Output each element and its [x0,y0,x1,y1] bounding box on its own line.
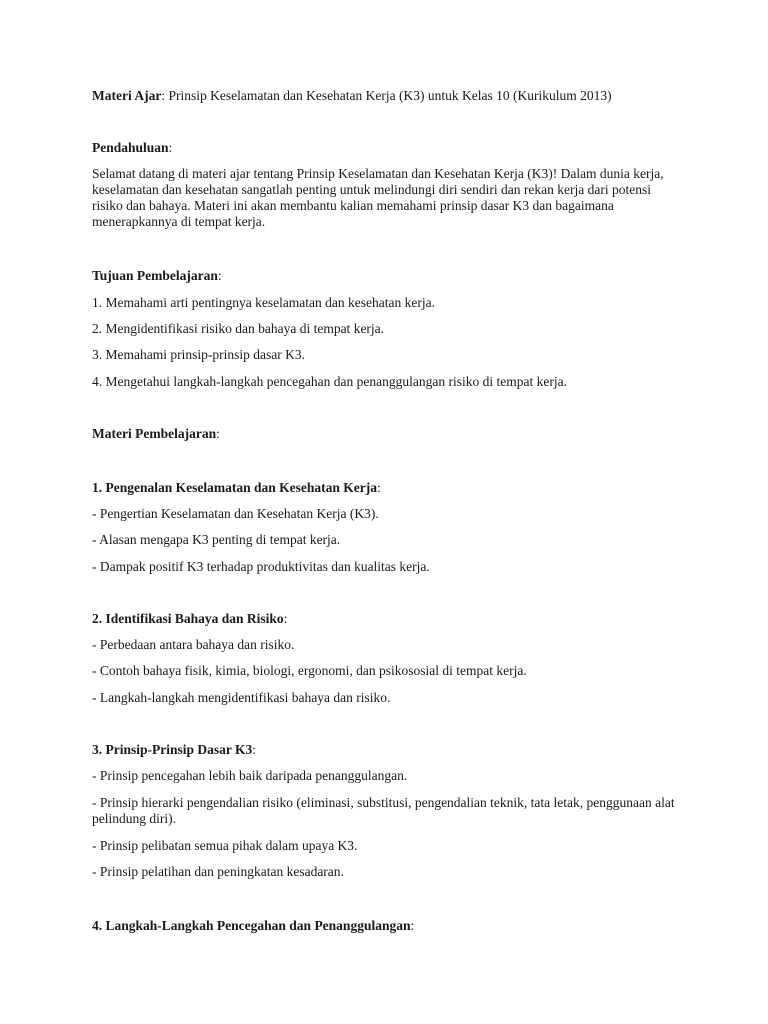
pendahuluan-paragraph: Selamat datang di materi ajar tentang Prinsip Keselamatan dan Kesehatan Kerja (K3)! Dalam dunia kerja, keselamatan dan kesehatan sangatlah penting untuk melindungi diri sendiri dan rekan kerja dari potensi risiko dan bahaya. Materi ini akan membantu kalian memahami prinsip dasar K3 dan bagaimana menerapkannya di tempat kerja. [92,166,664,229]
section-2-item: - Contoh bahaya fisik, kimia, biologi, ergonomi, dan psikososial di tempat kerja. [92,663,527,678]
materi-heading: Materi Pembelajaran [92,426,217,441]
pendahuluan-heading: Pendahuluan [92,140,169,155]
tujuan-item: 4. Mengetahui langkah-langkah pencegahan dan penanggulangan risiko di tempat kerja. [92,374,567,389]
tujuan-item: 3. Memahami prinsip-prinsip dasar K3. [92,347,305,362]
section-2-title: 2. Identifikasi Bahaya dan Risiko [92,611,284,626]
section-4-title: 4. Langkah-Langkah Pencegahan dan Penanggulangan [92,918,411,933]
section-1-item: - Pengertian Keselamatan dan Kesehatan Kerja (K3). [92,506,379,521]
section-1-item: - Dampak positif K3 terhadap produktivitas dan kualitas kerja. [92,559,430,574]
section-1-item: - Alasan mengapa K3 penting di tempat kerja. [92,532,341,547]
section-3-heading-line: 3. Prinsip-Prinsip Dasar K3: [92,742,257,757]
section-1-heading-line: 1. Pengenalan Keselamatan dan Kesehatan Kerja: [92,480,381,495]
section-3-item: - Prinsip pelatihan dan peningkatan kesadaran. [92,864,344,879]
section-2-heading-line: 2. Identifikasi Bahaya dan Risiko: [92,611,288,626]
tujuan-item: 1. Memahami arti pentingnya keselamatan dan kesehatan kerja. [92,295,435,310]
section-3-item: - Prinsip pencegahan lebih baik daripada penanggulangan. [92,768,408,783]
tujuan-item: 2. Mengidentifikasi risiko dan bahaya di tempat kerja. [92,321,385,336]
tujuan-heading: Tujuan Pembelajaran [92,268,218,283]
section-2-item: - Langkah-langkah mengidentifikasi bahaya dan risiko. [92,690,391,705]
doc-title-line: Materi Ajar: Prinsip Keselamatan dan Kesehatan Kerja (K3) untuk Kelas 10 (Kurikulum 2013) [92,88,612,103]
doc-title: Prinsip Keselamatan dan Kesehatan Kerja (K3) untuk Kelas 10 (Kurikulum 2013) [168,88,612,103]
materi-heading-line: Materi Pembelajaran: [92,426,220,441]
section-3-item: - Prinsip pelibatan semua pihak dalam upaya K3. [92,838,358,853]
section-2-item: - Perbedaan antara bahaya dan risiko. [92,637,295,652]
tujuan-heading-line: Tujuan Pembelajaran: [92,268,222,283]
section-3-title: 3. Prinsip-Prinsip Dasar K3 [92,742,253,757]
pendahuluan-heading-line: Pendahuluan: [92,140,173,155]
section-1-title: 1. Pengenalan Keselamatan dan Kesehatan Kerja [92,480,377,495]
doc-label: Materi Ajar [92,88,162,103]
section-3-item: - Prinsip hierarki pengendalian risiko (eliminasi, substitusi, pengendalian teknik, tata letak, penggunaan alat pelindung diri). [92,795,675,826]
section-4-heading-line: 4. Langkah-Langkah Pencegahan dan Penanggulangan: [92,918,415,933]
